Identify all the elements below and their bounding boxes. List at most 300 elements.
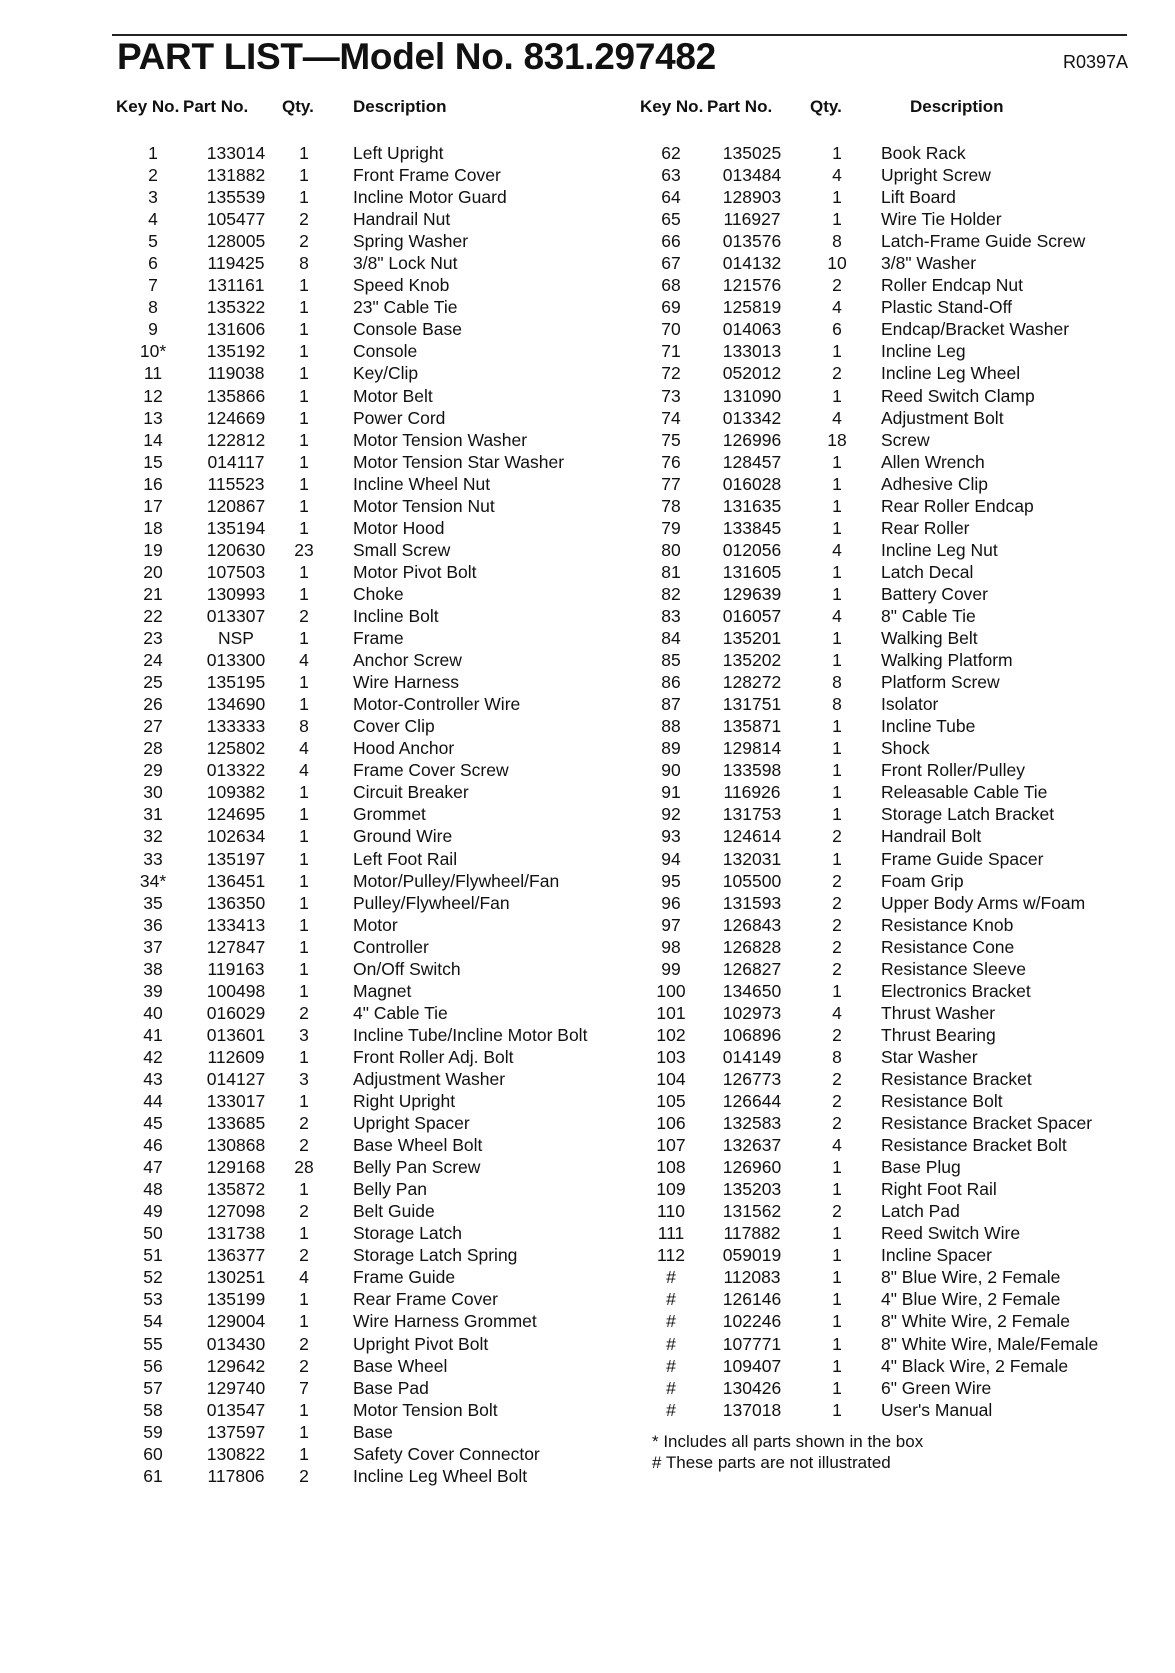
description-cell: Small Screw xyxy=(353,539,451,560)
part-no-cell: 133413 xyxy=(206,914,266,935)
qty-cell: 2 xyxy=(299,1002,309,1023)
description-cell: Upper Body Arms w/Foam xyxy=(881,892,1086,913)
part-no-cell: 135539 xyxy=(206,187,266,208)
description-cell: Base Plug xyxy=(881,1157,961,1178)
part-no-cell: 126960 xyxy=(722,1157,782,1178)
description-cell: Latch Pad xyxy=(881,1201,960,1222)
description-cell: Wire Harness Grommet xyxy=(353,1311,537,1332)
qty-cell: 1 xyxy=(832,848,842,869)
qty-cell: 1 xyxy=(832,1355,842,1376)
qty-cell: 4 xyxy=(832,605,842,626)
qty-cell: 2 xyxy=(299,1201,309,1222)
key-no-cell: 92 xyxy=(661,804,681,825)
key-no-cell: 112 xyxy=(657,1245,685,1266)
qty-cell: 1 xyxy=(832,628,842,649)
part-no-cell: 016029 xyxy=(206,1002,266,1023)
key-no-cell: 52 xyxy=(143,1267,163,1288)
description-cell: Adhesive Clip xyxy=(881,473,988,494)
part-no-cell: 126773 xyxy=(722,1068,782,1089)
key-no-cell: 101 xyxy=(656,1002,686,1023)
description-cell: Platform Screw xyxy=(881,672,1000,693)
document-code: R0397A xyxy=(1063,52,1129,72)
description-cell: Base xyxy=(353,1421,393,1442)
qty-cell: 1 xyxy=(832,187,842,208)
key-no-cell: 84 xyxy=(661,628,681,649)
qty-cell: 1 xyxy=(299,1223,309,1244)
key-no-cell: 66 xyxy=(661,231,681,252)
key-no-cell: 25 xyxy=(143,672,163,693)
description-cell: Motor Tension Washer xyxy=(353,429,528,450)
key-no-cell: 58 xyxy=(143,1399,163,1420)
key-no-cell: 71 xyxy=(661,341,681,362)
footnote-asterisk: * Includes all parts shown in the box xyxy=(652,1432,924,1451)
key-no-cell: # xyxy=(666,1355,676,1376)
description-cell: Base Wheel Bolt xyxy=(353,1135,483,1156)
qty-cell: 1 xyxy=(299,804,309,825)
key-no-cell: 11 xyxy=(143,363,163,384)
qty-cell: 8 xyxy=(832,231,842,252)
key-no-cell: 44 xyxy=(143,1091,163,1112)
qty-cell: 1 xyxy=(832,495,842,516)
key-no-cell: 69 xyxy=(661,297,681,318)
description-cell: Power Cord xyxy=(353,407,446,428)
qty-cell: 4 xyxy=(832,1135,842,1156)
key-no-cell: 30 xyxy=(143,782,163,803)
part-no-cell: 013601 xyxy=(206,1024,266,1045)
part-no-cell: 131751 xyxy=(722,694,782,715)
qty-cell: 1 xyxy=(832,517,842,538)
part-no-cell: 133013 xyxy=(722,341,782,362)
qty-cell: 1 xyxy=(299,187,309,208)
key-no-cell: 8 xyxy=(148,297,158,318)
description-cell: 8" Blue Wire, 2 Female xyxy=(881,1267,1061,1288)
part-no-cell: 128272 xyxy=(722,672,782,693)
description-cell: Book Rack xyxy=(881,143,966,163)
header-key-no-right: Key No. xyxy=(640,97,704,116)
description-cell: Console xyxy=(353,341,418,362)
description-cell: Rear Roller Endcap xyxy=(881,495,1034,516)
description-cell: Left Upright xyxy=(353,143,444,163)
key-no-cell: 59 xyxy=(143,1421,163,1442)
key-no-cell: 7 xyxy=(148,275,158,296)
description-cell: Resistance Bracket xyxy=(881,1068,1032,1089)
key-no-cell: 89 xyxy=(661,738,681,759)
part-no-cell: 130426 xyxy=(722,1377,782,1398)
part-no-cell: 135199 xyxy=(206,1289,266,1310)
qty-cell: 1 xyxy=(832,1267,842,1288)
qty-cell: 2 xyxy=(832,936,842,957)
part-no-cell: 135866 xyxy=(206,385,266,406)
qty-cell: 1 xyxy=(299,275,309,296)
key-no-cell: 24 xyxy=(143,650,163,671)
description-cell: Upright Spacer xyxy=(353,1113,470,1134)
description-cell: Reed Switch Wire xyxy=(881,1223,1021,1244)
qty-cell: 1 xyxy=(299,473,309,494)
description-cell: Adjustment Bolt xyxy=(881,407,1004,428)
qty-cell: 7 xyxy=(299,1377,309,1398)
part-no-cell: 130993 xyxy=(206,583,266,604)
part-no-cell: 133017 xyxy=(206,1091,266,1112)
description-cell: Screw xyxy=(881,429,930,450)
description-cell: Console Base xyxy=(353,319,462,340)
description-cell: Resistance Bracket Spacer xyxy=(881,1113,1093,1134)
qty-cell: 1 xyxy=(832,1399,842,1420)
description-cell: 8" Cable Tie xyxy=(881,605,976,626)
part-no-cell: 133014 xyxy=(206,143,266,163)
part-no-cell: 124669 xyxy=(206,407,266,428)
page-title: PART LIST—Model No. 831.297482 xyxy=(117,36,716,77)
qty-cell: 1 xyxy=(832,1223,842,1244)
qty-cell: 3 xyxy=(299,1024,309,1045)
qty-cell: 1 xyxy=(832,473,842,494)
key-no-cell: 22 xyxy=(143,605,163,626)
description-cell: Front Frame Cover xyxy=(353,165,501,186)
qty-cell: 2 xyxy=(832,826,842,847)
qty-cell: 1 xyxy=(299,1046,309,1067)
description-cell: Roller Endcap Nut xyxy=(881,275,1024,296)
key-no-cell: 95 xyxy=(661,870,681,891)
qty-cell: 1 xyxy=(299,672,309,693)
key-no-cell: 65 xyxy=(661,209,681,230)
qty-cell: 1 xyxy=(832,451,842,472)
part-no-cell: 126827 xyxy=(722,958,782,979)
part-no-cell: 133333 xyxy=(206,716,266,737)
description-cell: Cover Clip xyxy=(353,716,435,737)
header-description-left: Description xyxy=(353,97,447,116)
part-no-cell: 132583 xyxy=(722,1113,782,1134)
part-no-cell: 126828 xyxy=(722,936,782,957)
description-cell: Motor Tension Nut xyxy=(353,495,495,516)
qty-cell: 1 xyxy=(299,826,309,847)
key-no-cell: 102 xyxy=(656,1024,686,1045)
part-no-cell: 016028 xyxy=(722,473,782,494)
qty-cell: 1 xyxy=(299,848,309,869)
qty-cell: 1 xyxy=(299,451,309,472)
key-no-cell: 19 xyxy=(143,539,163,560)
key-no-cell: 32 xyxy=(143,826,163,847)
description-cell: Motor xyxy=(353,914,398,935)
qty-cell: 1 xyxy=(299,1179,309,1200)
description-cell: Belly Pan Screw xyxy=(353,1157,481,1178)
part-no-cell: 136350 xyxy=(206,892,266,913)
description-cell: Left Foot Rail xyxy=(353,848,458,869)
part-no-cell: 128903 xyxy=(722,187,782,208)
description-cell: Base Wheel xyxy=(353,1355,448,1376)
part-no-cell: 137597 xyxy=(206,1421,266,1442)
header-qty-right: Qty. xyxy=(810,97,842,116)
description-cell: Grommet xyxy=(353,804,426,825)
part-no-cell: 135195 xyxy=(206,672,266,693)
key-no-cell: 38 xyxy=(143,958,163,979)
description-cell: Motor-Controller Wire xyxy=(353,694,521,715)
part-no-cell: 135194 xyxy=(206,517,266,538)
key-no-cell: # xyxy=(666,1399,676,1420)
description-cell: Safety Cover Connector xyxy=(353,1443,540,1464)
part-no-cell: 109382 xyxy=(206,782,266,803)
key-no-cell: 103 xyxy=(656,1046,686,1067)
qty-cell: 1 xyxy=(832,1311,842,1332)
qty-cell: 1 xyxy=(832,782,842,803)
part-no-cell: 105500 xyxy=(722,870,782,891)
key-no-cell: 64 xyxy=(661,187,681,208)
key-no-cell: 108 xyxy=(656,1157,686,1178)
description-cell: Resistance Sleeve xyxy=(881,958,1026,979)
key-no-cell: 31 xyxy=(143,804,163,825)
part-no-cell: 117882 xyxy=(723,1223,781,1244)
qty-cell: 4 xyxy=(299,738,309,759)
key-no-cell: 86 xyxy=(661,672,681,693)
key-no-cell: 83 xyxy=(661,605,681,626)
key-no-cell: 1 xyxy=(148,143,158,163)
part-no-cell: 131161 xyxy=(207,275,265,296)
key-no-cell: 28 xyxy=(143,738,163,759)
part-no-cell: 136451 xyxy=(206,870,266,891)
qty-cell: 2 xyxy=(832,1091,842,1112)
key-no-cell: 77 xyxy=(661,473,681,494)
qty-cell: 1 xyxy=(299,1421,309,1442)
qty-cell: 8 xyxy=(832,672,842,693)
key-no-cell: # xyxy=(666,1333,676,1354)
key-no-cell: 18 xyxy=(143,517,163,538)
description-cell: Incline Tube/Incline Motor Bolt xyxy=(353,1024,588,1045)
description-cell: Resistance Bolt xyxy=(881,1091,1003,1112)
qty-cell: 2 xyxy=(832,275,842,296)
key-no-cell: 63 xyxy=(661,165,681,186)
footnote-hash: # These parts are not illustrated xyxy=(652,1453,891,1472)
description-cell: Pulley/Flywheel/Fan xyxy=(353,892,510,913)
part-no-cell: 013576 xyxy=(722,231,782,252)
key-no-cell: 2 xyxy=(148,165,158,186)
part-no-cell: 129004 xyxy=(206,1311,266,1332)
qty-cell: 1 xyxy=(832,980,842,1001)
description-cell: Isolator xyxy=(881,694,939,715)
qty-cell: 1 xyxy=(299,363,309,384)
description-cell: Thrust Washer xyxy=(881,1002,996,1023)
qty-cell: 1 xyxy=(299,1311,309,1332)
qty-cell: 1 xyxy=(299,628,309,649)
part-no-cell: 013307 xyxy=(206,605,266,626)
part-no-cell: 014149 xyxy=(722,1046,782,1067)
qty-cell: 1 xyxy=(832,760,842,781)
description-cell: Ground Wire xyxy=(353,826,453,847)
qty-cell: 1 xyxy=(832,738,842,759)
description-cell: Latch-Frame Guide Screw xyxy=(881,231,1086,252)
header-part-no-right: Part No. xyxy=(707,97,773,116)
key-no-cell: 82 xyxy=(661,583,681,604)
qty-cell: 8 xyxy=(832,1046,842,1067)
part-no-cell: 119425 xyxy=(207,253,265,274)
key-no-cell: 75 xyxy=(661,429,681,450)
qty-cell: 4 xyxy=(832,297,842,318)
description-cell: Upright Pivot Bolt xyxy=(353,1333,489,1354)
qty-cell: 18 xyxy=(827,429,847,450)
description-cell: Speed Knob xyxy=(353,275,450,296)
qty-cell: 2 xyxy=(832,1068,842,1089)
key-no-cell: 111 xyxy=(657,1223,685,1244)
part-no-cell: 100498 xyxy=(206,980,266,1001)
description-cell: Handrail Nut xyxy=(353,209,451,230)
key-no-cell: 74 xyxy=(661,407,681,428)
part-no-cell: 131606 xyxy=(206,319,266,340)
qty-cell: 28 xyxy=(294,1157,314,1178)
description-cell: Key/Clip xyxy=(353,363,419,384)
part-no-cell: 135871 xyxy=(722,716,782,737)
description-cell: Anchor Screw xyxy=(353,650,462,671)
key-no-cell: 70 xyxy=(661,319,681,340)
description-cell: Right Upright xyxy=(353,1091,456,1112)
part-no-cell: NSP xyxy=(218,628,254,649)
description-cell: Right Foot Rail xyxy=(881,1179,997,1200)
part-no-cell: 131562 xyxy=(722,1201,782,1222)
key-no-cell: 110 xyxy=(657,1201,685,1222)
part-no-cell: 130251 xyxy=(206,1267,266,1288)
description-cell: Motor Tension Bolt xyxy=(353,1399,498,1420)
qty-cell: 1 xyxy=(832,1289,842,1310)
part-no-cell: 014132 xyxy=(722,253,782,274)
qty-cell: 1 xyxy=(299,583,309,604)
part-no-cell: 102634 xyxy=(206,826,266,847)
key-no-cell: 60 xyxy=(143,1443,163,1464)
part-no-cell: 131090 xyxy=(722,385,782,406)
qty-cell: 1 xyxy=(832,716,842,737)
part-no-cell: 112083 xyxy=(723,1267,781,1288)
part-no-cell: 124695 xyxy=(206,804,266,825)
part-no-cell: 012056 xyxy=(722,539,782,560)
part-no-cell: 129639 xyxy=(722,583,782,604)
qty-cell: 2 xyxy=(299,605,309,626)
qty-cell: 8 xyxy=(299,253,309,274)
part-no-cell: 130868 xyxy=(206,1135,266,1156)
description-cell: Allen Wrench xyxy=(881,451,985,472)
description-cell: User's Manual xyxy=(881,1399,993,1420)
part-no-cell: 119163 xyxy=(207,958,265,979)
qty-cell: 1 xyxy=(832,209,842,230)
key-no-cell: 36 xyxy=(143,914,163,935)
part-no-cell: 014063 xyxy=(722,319,782,340)
description-cell: Incline Leg xyxy=(881,341,966,362)
key-no-cell: 39 xyxy=(143,980,163,1001)
part-no-cell: 135203 xyxy=(722,1179,782,1200)
part-no-cell: 013300 xyxy=(206,650,266,671)
qty-cell: 2 xyxy=(832,958,842,979)
part-no-cell: 102246 xyxy=(722,1311,782,1332)
description-cell: Frame xyxy=(353,628,404,649)
qty-cell: 2 xyxy=(832,870,842,891)
description-cell: Incline Leg Wheel Bolt xyxy=(353,1465,528,1486)
part-no-cell: 137018 xyxy=(722,1399,782,1420)
part-no-cell: 135322 xyxy=(206,297,266,318)
key-no-cell: 21 xyxy=(143,583,163,604)
part-no-cell: 131605 xyxy=(722,561,782,582)
description-cell: Endcap/Bracket Washer xyxy=(881,319,1070,340)
key-no-cell: 3 xyxy=(148,187,158,208)
key-no-cell: 51 xyxy=(143,1245,163,1266)
key-no-cell: 109 xyxy=(656,1179,686,1200)
description-cell: Front Roller Adj. Bolt xyxy=(353,1046,514,1067)
qty-cell: 1 xyxy=(832,341,842,362)
part-no-cell: 132637 xyxy=(722,1135,782,1156)
part-no-cell: 134650 xyxy=(722,980,782,1001)
qty-cell: 4 xyxy=(299,760,309,781)
key-no-cell: 94 xyxy=(661,848,681,869)
qty-cell: 4 xyxy=(832,407,842,428)
description-cell: Walking Platform xyxy=(881,650,1013,671)
qty-cell: 1 xyxy=(299,297,309,318)
key-no-cell: 54 xyxy=(143,1311,163,1332)
description-cell: Adjustment Washer xyxy=(353,1068,506,1089)
description-cell: Incline Leg Wheel xyxy=(881,363,1021,384)
qty-cell: 2 xyxy=(299,231,309,252)
part-no-cell: 130822 xyxy=(206,1443,266,1464)
part-no-cell: 133845 xyxy=(722,517,782,538)
description-cell: On/Off Switch xyxy=(353,958,461,979)
part-no-cell: 135872 xyxy=(206,1179,266,1200)
qty-cell: 1 xyxy=(299,407,309,428)
qty-cell: 1 xyxy=(299,936,309,957)
description-cell: Incline Tube xyxy=(881,716,976,737)
key-no-cell: 41 xyxy=(143,1024,163,1045)
part-no-cell: 134690 xyxy=(206,694,266,715)
qty-cell: 1 xyxy=(299,1399,309,1420)
qty-cell: 1 xyxy=(299,870,309,891)
description-cell: Choke xyxy=(353,583,404,604)
key-no-cell: 68 xyxy=(661,275,681,296)
description-cell: 4" Black Wire, 2 Female xyxy=(881,1355,1069,1376)
header-description-right: Description xyxy=(910,97,1004,116)
qty-cell: 1 xyxy=(299,429,309,450)
part-no-cell: 131738 xyxy=(206,1223,266,1244)
key-no-cell: # xyxy=(666,1267,676,1288)
qty-cell: 1 xyxy=(832,385,842,406)
description-cell: Latch Decal xyxy=(881,561,974,582)
key-no-cell: 99 xyxy=(661,958,681,979)
description-cell: Incline Wheel Nut xyxy=(353,473,491,494)
description-cell: 3/8" Lock Nut xyxy=(353,253,458,274)
key-no-cell: 26 xyxy=(143,694,163,715)
part-no-cell: 112609 xyxy=(207,1046,265,1067)
part-no-cell: 107503 xyxy=(206,561,266,582)
description-cell: Magnet xyxy=(353,980,412,1001)
qty-cell: 2 xyxy=(832,1201,842,1222)
description-cell: Motor Belt xyxy=(353,385,433,406)
qty-cell: 1 xyxy=(299,561,309,582)
key-no-cell: 13 xyxy=(143,407,163,428)
part-no-cell: 136377 xyxy=(206,1245,266,1266)
qty-cell: 1 xyxy=(832,1245,842,1266)
part-no-cell: 014117 xyxy=(207,451,265,472)
description-cell: 4" Blue Wire, 2 Female xyxy=(881,1289,1061,1310)
part-no-cell: 013342 xyxy=(722,407,782,428)
key-no-cell: 57 xyxy=(143,1377,163,1398)
description-cell: Wire Tie Holder xyxy=(881,209,1002,230)
key-no-cell: 76 xyxy=(661,451,681,472)
header-key-no-left: Key No. xyxy=(116,97,180,116)
qty-cell: 2 xyxy=(299,209,309,230)
part-no-cell: 116927 xyxy=(723,209,781,230)
part-no-cell: 106896 xyxy=(722,1024,782,1045)
description-cell: Motor Tension Star Washer xyxy=(353,451,565,472)
key-no-cell: 105 xyxy=(656,1091,686,1112)
key-no-cell: 23 xyxy=(143,628,163,649)
part-no-cell: 131753 xyxy=(722,804,782,825)
qty-cell: 1 xyxy=(832,804,842,825)
part-no-cell: 013484 xyxy=(722,165,782,186)
key-no-cell: 10* xyxy=(139,341,167,362)
description-cell: Incline Spacer xyxy=(881,1245,992,1266)
key-no-cell: 29 xyxy=(143,760,163,781)
qty-cell: 2 xyxy=(832,363,842,384)
part-no-cell: 107771 xyxy=(722,1333,782,1354)
